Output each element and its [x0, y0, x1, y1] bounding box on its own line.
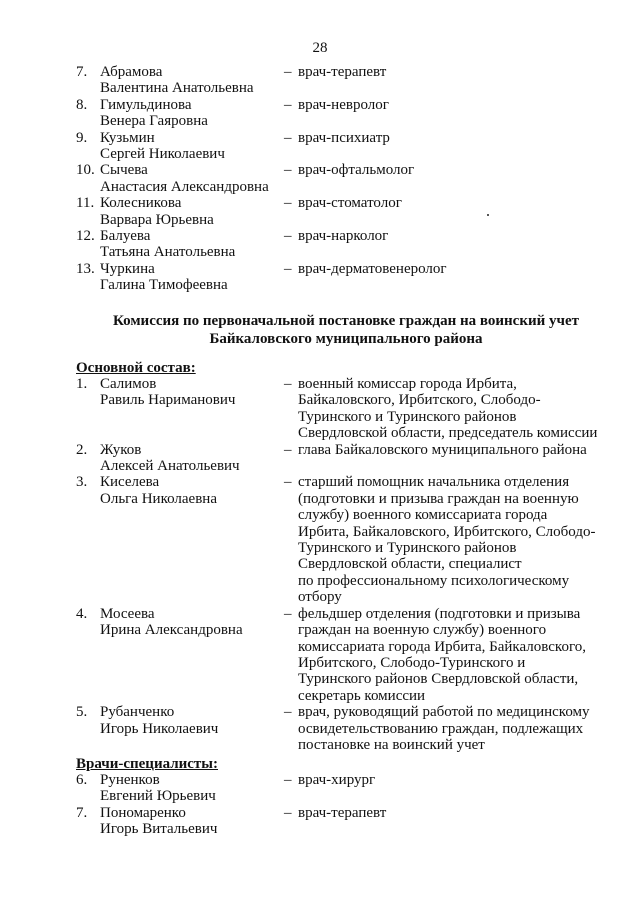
- person-name: Жуков Алексей Анатольевич: [100, 441, 240, 475]
- person-name: Киселева Ольга Николаевна: [100, 474, 217, 507]
- list-item: [76, 64, 616, 97]
- item-number: 11.: [76, 195, 95, 212]
- list-item: [76, 606, 616, 704]
- person-name: Гимульдинова Венера Гаяровна: [100, 96, 208, 130]
- item-number: 10.: [76, 162, 95, 179]
- position: врач-нарколог: [298, 228, 389, 245]
- list-item: [76, 442, 616, 475]
- dash: –: [284, 704, 292, 721]
- position: врач-стоматолог: [298, 195, 402, 212]
- person-name: Балуева Татьяна Анатольевна: [100, 228, 236, 261]
- item-number: 5.: [76, 704, 88, 721]
- position: врач-офтальмолог: [298, 162, 415, 179]
- person-name: Колесникова Варвара Юрьевна: [100, 195, 214, 228]
- person-name: Чуркина Галина Тимофеевна: [100, 260, 228, 294]
- position: врач-терапевт: [298, 64, 387, 80]
- position: врач-хирург: [298, 772, 376, 788]
- person-name: Мосеева Ирина Александровна: [100, 605, 243, 639]
- position: фельдшер отделения (подготовки и призыва граждан на военную службу) военного комиссариата города Ирбита, Байкаловского, Ирбитского, Слободо-Туринского и Туринского районов Свердловской области, секретарь комиссии: [298, 605, 586, 704]
- position: глава Байкаловского муниципального района: [298, 441, 587, 458]
- person-name: Пономаренко Игорь Витальевич: [100, 804, 218, 838]
- position: военный комиссар города Ирбита, Байкаловского, Ирбитского, Слободо- Туринского и Туринского районов Свердловской области, председатель комиссии: [298, 376, 598, 442]
- list-item: [76, 162, 616, 195]
- scan-speck: [487, 214, 489, 216]
- position: старший помощник начальника отделения (подготовки и призыва граждан на военную службу) военного комиссариата города Ирбита, Байкаловского, Ирбитского, Слободо- Туринского и Туринского районов Свердловской области, специалист по профессиональному психологическому отбору: [298, 474, 596, 606]
- dash: –: [284, 441, 292, 458]
- list-item: [76, 261, 616, 294]
- person-name: Руненков Евгений Юрьевич: [100, 772, 216, 805]
- item-number: 4.: [76, 605, 88, 622]
- dash: –: [284, 64, 292, 80]
- list-item: [76, 805, 616, 838]
- position: врач-терапевт: [298, 804, 387, 821]
- main-members-label: Основной состав:: [76, 360, 196, 376]
- item-number: 8.: [76, 96, 88, 113]
- dash: –: [284, 605, 292, 622]
- item-number: 7.: [76, 64, 88, 80]
- item-number: 7.: [76, 804, 88, 821]
- doctors-list: [76, 772, 616, 838]
- item-number: 3.: [76, 474, 88, 491]
- position: врач-дерматовенеролог: [298, 260, 447, 277]
- page-number: 28: [312, 40, 328, 56]
- position: врач, руководящий работой по медицинскому освидетельствованию граждан, подлежащих постановке на воинский учет: [298, 704, 590, 753]
- person-name: Салимов Равиль Нариманович: [100, 376, 236, 409]
- item-number: 2.: [76, 441, 88, 458]
- dash: –: [284, 474, 292, 491]
- person-name: Сычева Анастасия Александровна: [100, 162, 269, 195]
- position: врач-невролог: [298, 96, 389, 113]
- item-number: 12.: [76, 228, 95, 245]
- list-item: [76, 130, 616, 163]
- list-item: [76, 772, 616, 805]
- dash: –: [284, 129, 292, 146]
- list-item: [76, 228, 616, 261]
- list-item: [76, 704, 616, 753]
- position: врач-психиатр: [298, 129, 390, 146]
- list-item: [76, 195, 616, 228]
- dash: –: [284, 804, 292, 821]
- item-number: 6.: [76, 772, 88, 788]
- dash: –: [284, 96, 292, 113]
- item-number: 1.: [76, 376, 88, 392]
- list-item: [76, 97, 616, 130]
- dash: –: [284, 195, 292, 212]
- list-item: [76, 376, 616, 442]
- item-number: 13.: [76, 260, 95, 277]
- dash: –: [284, 376, 292, 392]
- list-item: [76, 474, 616, 605]
- person-name: Кузьмин Сергей Николаевич: [100, 129, 225, 163]
- dash: –: [284, 772, 292, 788]
- dash: –: [284, 162, 292, 179]
- main-members-list: [76, 376, 616, 753]
- item-number: 9.: [76, 129, 88, 146]
- person-name: Абрамова Валентина Анатольевна: [100, 64, 254, 97]
- commission-title: Комиссия по первоначальной постановке граждан на воинский учет Байкаловского муниципального района: [113, 313, 579, 347]
- dash: –: [284, 228, 292, 245]
- person-name: Рубанченко Игорь Николаевич: [100, 704, 219, 737]
- dash: –: [284, 260, 292, 277]
- doctors-label: Врачи-специалисты:: [76, 756, 219, 772]
- staff-list-top: [76, 64, 616, 294]
